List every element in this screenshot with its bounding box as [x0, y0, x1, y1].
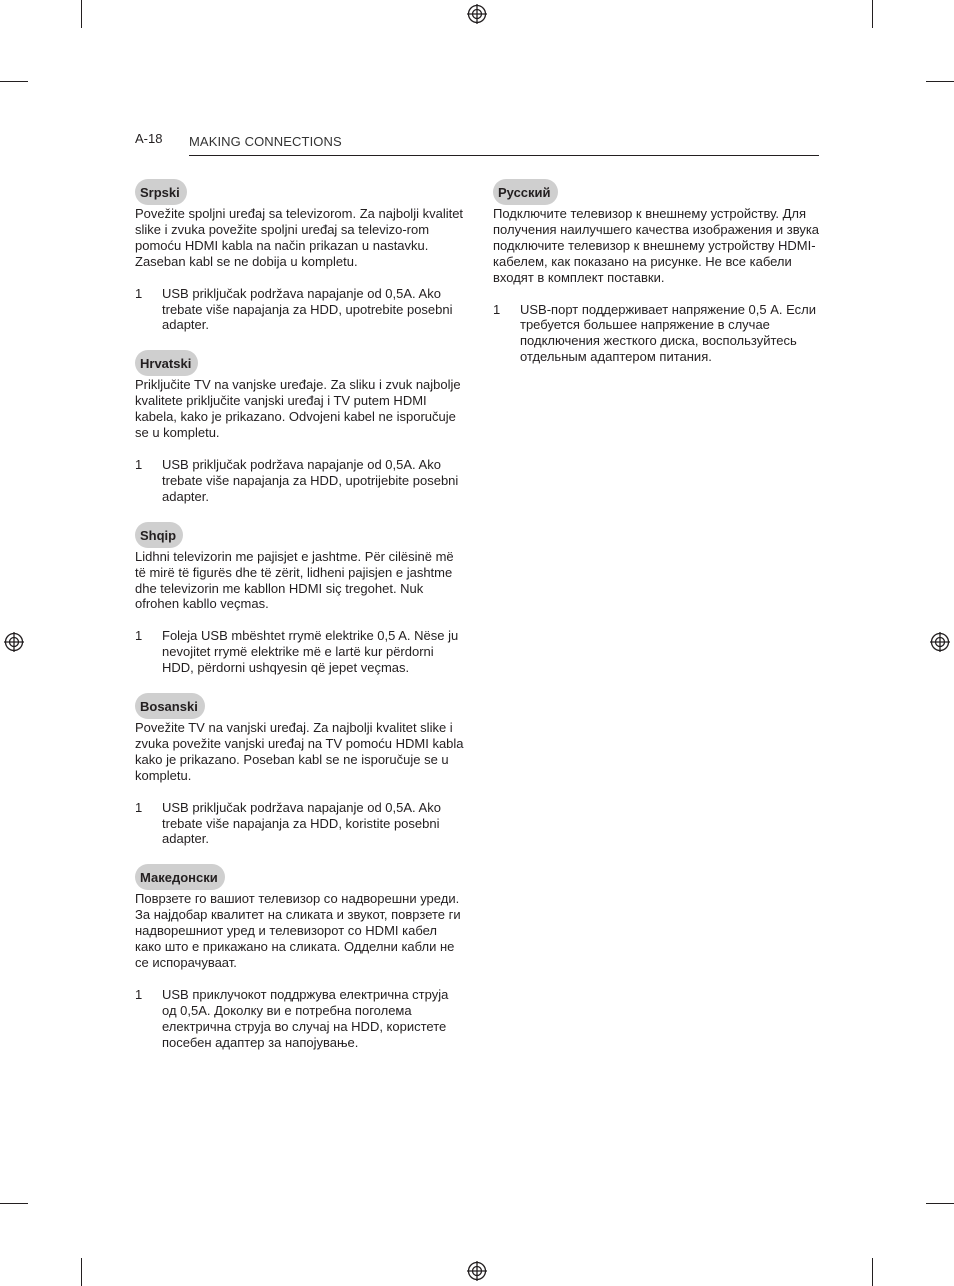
- section-bosanski: [135, 693, 465, 847]
- section-shqip: [135, 522, 465, 676]
- section-body: Подключите телевизор к внешнему устройству. Для получения наилучшего качества изображения и звука подключите телевизор к внешнему устройству HDMI-кабелем, как показано на рисунке. Не все кабели входят в комплект поставки.: [493, 206, 820, 285]
- numbered-note: [135, 800, 465, 848]
- crop-mark: [81, 1258, 82, 1286]
- note-number: 1: [135, 456, 143, 472]
- language-badge: Русский: [493, 179, 558, 205]
- numbered-note: [135, 457, 465, 505]
- language-badge: Srpski: [135, 179, 187, 205]
- crop-mark: [0, 81, 28, 82]
- section-body: Priključite TV na vanjske uređaje. Za sliku i zvuk najbolje kvalitete priključite vanjski uređaj i TV putem HDMI kabela, kako je prikazano. Odvojeni kabel ne isporučuje se u kompletu.: [135, 377, 461, 441]
- registration-mark-icon: [930, 632, 950, 652]
- note-text: USB priključak podržava napajanje od 0,5A. Ako trebate više napajanja za HDD, upotrebite posebni adapter.: [162, 285, 453, 333]
- section-body: Povežite spoljni uređaj sa televizorom. Za najbolji kvalitet slike i zvuka povežite spoljni uređaj sa televizo-rom pomoću HDMI kabla na način prikazan u nastavku. Zaseban kabl se ne dobija u kompletu.: [135, 206, 464, 269]
- crop-mark: [81, 0, 82, 28]
- note-number: 1: [135, 285, 143, 301]
- language-badge: Hrvatski: [135, 350, 198, 376]
- registration-mark-icon: [4, 632, 24, 652]
- note-text: USB-порт поддерживает напряжение 0,5 A. Если требуется большее напряжение в случае подключения жесткого диска, воспользуйтесь отдельным адаптером питания.: [520, 301, 816, 365]
- note-number: 1: [135, 986, 143, 1002]
- left-column: [135, 179, 465, 1068]
- note-text: Foleja USB mbështet rrymë elektrike 0,5 A. Nëse ju nevojitet rrymë elektrike më e lartë kur përdorni HDD, përdorni ushqyesin që jepet veçmas.: [162, 628, 459, 676]
- numbered-note: [493, 302, 823, 366]
- note-number: 1: [493, 301, 501, 317]
- numbered-note: [135, 628, 465, 676]
- language-badge: Македонски: [135, 864, 225, 890]
- right-column: [493, 179, 823, 382]
- page-number: A-18: [135, 131, 163, 146]
- section-body: Lidhni televizorin me pajisjet e jashtme. Për cilësinë më të mirë të figurës dhe të zërit, lidheni pajisjen e jashtme dhe televizorin me kabllon HDMI siç tregohet. Nuk ofrohen kabllo veçmas.: [135, 548, 454, 612]
- crop-mark: [926, 1203, 954, 1204]
- numbered-note: [135, 286, 465, 334]
- note-text: USB приклучокот поддржува електрична струја од 0,5A. Доколку ви е потребна поголема електрична струја во случај на HDD, користете посебен адаптер за напојување.: [162, 986, 449, 1050]
- note-text: USB priključak podržava napajanje od 0,5A. Ako trebate više napajanja za HDD, upotrijebite posebni adapter.: [162, 456, 459, 504]
- page-title: MAKING CONNECTIONS: [189, 134, 342, 149]
- crop-mark: [872, 0, 873, 28]
- header-rule: [189, 155, 819, 156]
- section-body: Povežite TV na vanjski uređaj. Za najbolji kvalitet slike i zvuka povežite vanjski uređaj na TV pomoću HDMI kabla kako je prikazano. Poseban kabl se ne isporučuje se u kompletu.: [135, 720, 464, 783]
- language-badge: Shqip: [135, 522, 183, 548]
- section-body: Поврзете го вашиот телевизор со надворешни уреди. За најдобар квалитет на сликата и звукот, поврзете ги надворешниот уред и телевизорот со HDMI кабел како што е прикажано на сликата. Одделни кабли не се испорачуваат.: [135, 891, 461, 970]
- section-hrvatski: [135, 350, 465, 504]
- note-number: 1: [135, 799, 143, 815]
- crop-mark: [0, 1203, 28, 1204]
- registration-mark-icon: [467, 1261, 487, 1281]
- section-russkiy: [493, 179, 823, 365]
- language-badge: Bosanski: [135, 693, 205, 719]
- crop-mark: [872, 1258, 873, 1286]
- crop-mark: [926, 81, 954, 82]
- note-number: 1: [135, 628, 143, 644]
- registration-mark-icon: [467, 4, 487, 24]
- section-makedonski: [135, 864, 465, 1050]
- note-text: USB priključak podržava napajanje od 0,5A. Ako trebate više napajanja za HDD, koristite posebni adapter.: [162, 799, 441, 847]
- numbered-note: [135, 987, 465, 1051]
- section-srpski: [135, 179, 465, 333]
